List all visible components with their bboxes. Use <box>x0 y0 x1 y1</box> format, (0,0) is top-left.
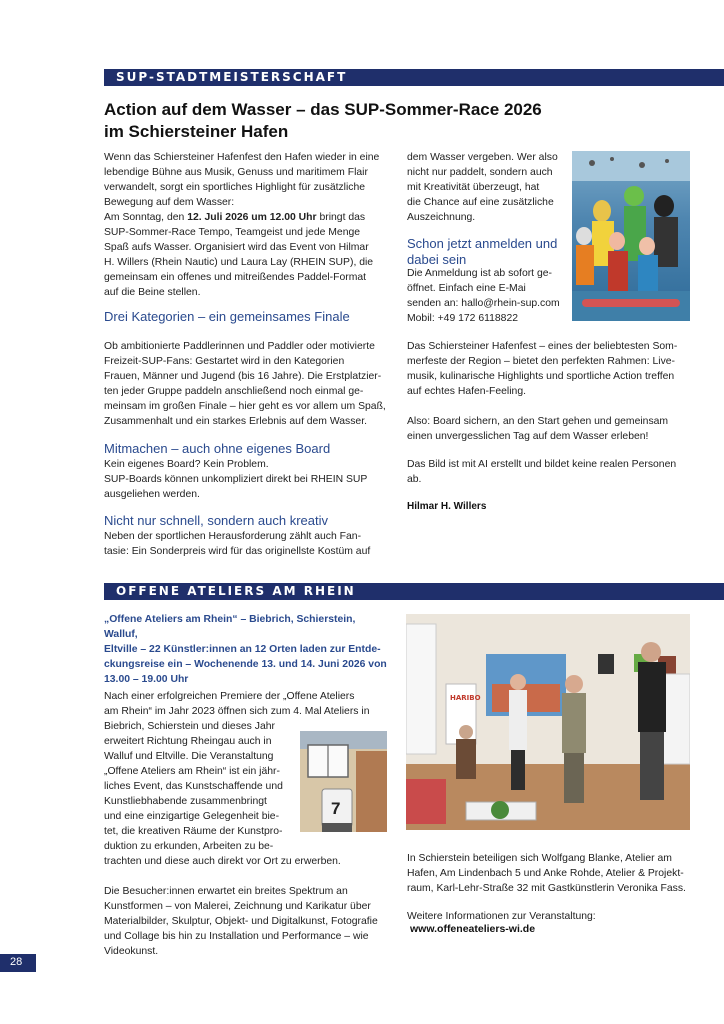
sup-photo-illustration <box>572 151 690 321</box>
article-intro: „Offene Ateliers am Rhein“ – Biebrich, Schierstein, Walluf, Eltville – 22 Künstler:innen an 12 Orten laden zur Entde- ckungsreise ein – Wochenende 13. und 14. Juni 2026 von 13.00 – 19.00 Uhr <box>104 614 387 685</box>
article-paragraph: Das Schiersteiner Hafenfest – eines der beliebtesten Som- merfeste der Region – bietet den perfekten Rahmen: Live- musik, kulinarische Highlights und sportliche Action treffen auf echtes Hafen-Feeling. <box>407 341 678 397</box>
section-band-sup <box>104 69 724 86</box>
website-link[interactable]: www.offeneateliers-wi.de <box>410 923 536 935</box>
article-title: Action auf dem Wasser – das SUP-Sommer-Race 2026 im Schiersteiner Hafen <box>104 100 542 141</box>
article-paragraph: Nach einer erfolgreichen Premiere der „Offene Ateliers am Rhein“ im Jahr 2023 öffnen sich zum 4. Mal Ateliers in <box>104 691 370 717</box>
article-paragraph: Die Anmeldung ist ab sofort ge- öffnet. Einfach eine E-Mai senden an: hallo@rhein-sup.com Mobil: +49 172 6118822 <box>407 268 560 324</box>
article-paragraph: Die Besucher:innen erwartet ein breites Spektrum an Kunstformen – von Malerei, Zeichnung und Karikatur über Materialbilder, Skulptur, Objekt- und Digitalkunst, Fotografie und Collage bis hin zu Installation und Performance – wie Videokunst. <box>104 886 378 957</box>
house-sign-illustration <box>300 731 387 832</box>
article-paragraph: Neben der sportlichen Herausforderung zählt auch Fan- tasie: Ein Sonderpreis wird für das originellste Kostüm auf <box>104 531 371 557</box>
article-paragraph: Also: Board sichern, an den Start gehen und gemeinsam einen unvergesslichen Tag auf dem Wasser erleben! <box>407 416 669 442</box>
house-number: 7 <box>331 799 341 818</box>
section-band-ateliers <box>104 583 724 600</box>
page-number-badge <box>0 954 36 972</box>
page-number: 28 <box>10 956 23 968</box>
date-highlight: 12. Juli 2026 um 12.00 Uhr <box>187 212 317 223</box>
article-paragraph: trachten und diese auch direkt vor Ort zu erwerben. <box>104 856 341 867</box>
house-sign-photo <box>300 731 387 832</box>
article-paragraph: Kein eigenes Board? Kein Problem. SUP-Boards können unkompliziert direkt bei RHEIN SUP ausgeliehen werden. <box>104 459 368 500</box>
subheading-anmelden: Schon jetzt anmelden und dabei sein <box>407 236 558 267</box>
section-label: OFFENE ATELIERS AM RHEIN <box>116 584 356 598</box>
ai-disclaimer: Das Bild ist mit AI erstellt und bildet keine realen Personen ab. <box>407 459 677 485</box>
section-label: SUP-STADTMEISTERSCHAFT <box>116 70 348 84</box>
svg-text:HARIBO: HARIBO <box>450 694 481 702</box>
article-paragraph: dem Wasser vergeben. Wer also nicht nur paddelt, sondern auch mit Kreativität überzeugt, hat die Chance auf eine zusätzliche Auszeichnung. <box>407 152 558 223</box>
more-info-label: Weitere Informationen zur Veranstaltung: <box>407 911 596 922</box>
article-paragraph: Biebrich, Schierstein und dieses Jahr erweitert Richtung Rheingau auch in Walluf und Eltville. Die Veranstaltung „Offene Ateliers am Rhein“ ist ein jähr- liches Event, das Kunstschaffende und Kunstliebhabende zusammenbringt und eine einzigartige Gelegenheit bie- tet, die kreativen Räume der Kunstpro- duktion zu erkunden, Arbeiten zu be- <box>104 721 283 852</box>
author-name: Hilmar H. Willers <box>407 501 487 512</box>
article-paragraph: Wenn das Schiersteiner Hafenfest den Hafen wieder in eine lebendige Bühne aus Musik, Genuss und maritimem Flair verwandelt, sorgt ein sportliches Highlight für zusätzliche Bewegung auf dem Wasser: Am Sonntag, den 12. Juli 2026 um 12.00 Uhr bringt das SUP-Sommer-Race Tempo, Teamgeist und jede Menge Spaß aufs Wasser. Organisiert wird das Event von Hilmar H. Willers (Rhein Nautic) und Laura Lay (RHEIN SUP), die gemeinsam ein offenes und mitreißendes Paddel-Format auf die Beine stellen. <box>104 152 380 298</box>
sup-costume-photo <box>572 151 690 321</box>
subheading-kreativ: Nicht nur schnell, sondern auch kreativ <box>104 513 329 528</box>
subheading-mitmachen: Mitmachen – auch ohne eigenes Board <box>104 441 331 456</box>
photo-caption: In Schierstein beteiligen sich Wolfgang Blanke, Atelier am Hafen, Am Lindenbach 5 und Anke Rohde, Atelier & Projekt- raum, Karl-Lehr-Straße 32 mit Gastkünstlerin Veronika Fass. <box>407 853 686 894</box>
subheading-kategorien: Drei Kategorien – ein gemeinsames Finale <box>104 309 350 324</box>
atelier-photo-illustration <box>406 614 690 830</box>
atelier-visitors-photo <box>406 614 690 830</box>
article-paragraph: Ob ambitionierte Paddlerinnen und Paddler oder motivierte Freizeit-SUP-Fans: Gestartet wird in den Kategorien Frauen, Männer und Jugend (bis 16 Jahre). Die Erstplatzier- ten jeder Gruppe paddeln anschließend noch einmal ge- meinsam im großen Finale – hier geht es vor allem um Spaß, Zusammenhalt und ein starkes Erlebnis auf dem Wasser. <box>104 341 386 427</box>
